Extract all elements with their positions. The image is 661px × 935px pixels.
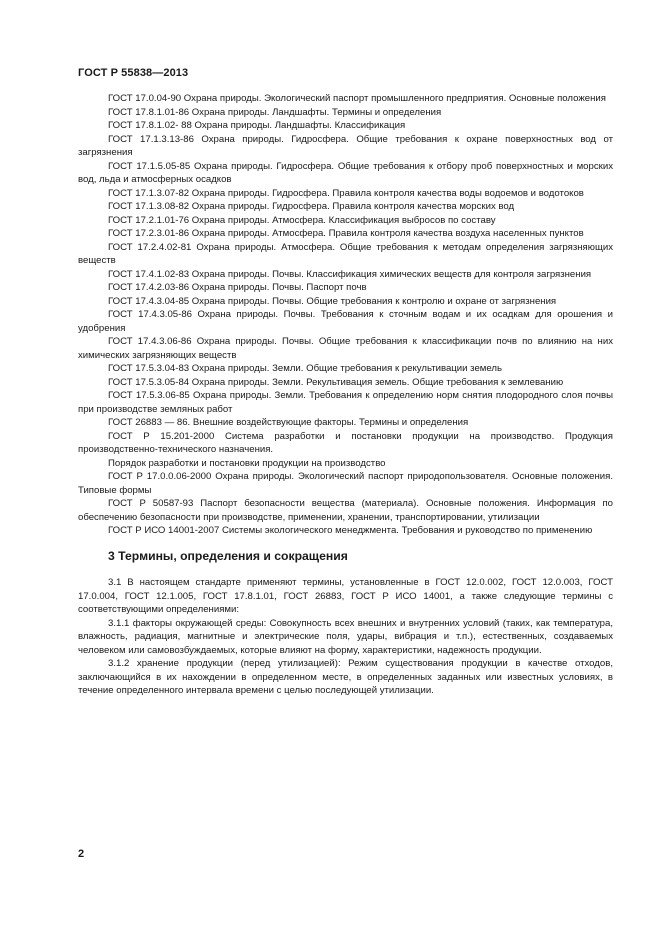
reference-item: ГОСТ 26883 — 86. Внешние воздействующие факторы. Термины и определения xyxy=(108,417,469,428)
reference-item: ГОСТ 17.2.3.01-86 Охрана природы. Атмосфера. Правила контроля качества воздуха населенных пунктов xyxy=(108,228,584,239)
reference-item: ГОСТ Р 15.201-2000 Система разработки и постановки продукции на производство. Продукция производственно-технического назначения. xyxy=(78,430,613,455)
term-paragraph: 3.1.1 факторы окружающей среды: Совокупность всех внешних и внутренних условий (таких, как температура, влажность, радиация, магнитные и электрические поля, удары, вибрация и т.п.), естественных, создаваемых человеком или самовозбуждаемых, которые влияют на форму, характеристики, надежность продукции. xyxy=(78,617,613,656)
reference-item: ГОСТ 17.1.3.13-86 Охрана природы. Гидросфера. Общие требования к охране поверхностных вод от загрязнения xyxy=(78,133,613,158)
reference-item: ГОСТ 17.1.3.08-82 Охрана природы. Гидросфера. Правила контроля качества морских вод xyxy=(108,201,515,212)
page-content xyxy=(78,92,613,698)
section-title: 3 Термины, определения и сокращения xyxy=(108,548,348,563)
term-paragraph: 3.1.2 хранение продукции (перед утилизацией): Режим существования продукции в качестве отходов, заключающийся в их нахождении в определенном месте, в определенных заданных или известных условиях, в течение определенного интервала времени с целью последующей утилизации. xyxy=(78,658,613,696)
reference-item: ГОСТ Р ИСО 14001-2007 Системы экологического менеджмента. Требования и руководство по применению xyxy=(108,525,593,536)
section-body xyxy=(78,576,613,698)
reference-item: ГОСТ 17.8.1.01-86 Охрана природы. Ландшафты. Термины и определения xyxy=(108,106,442,118)
reference-item: ГОСТ 17.4.3.04-85 Охрана природы. Почвы. Общие требования к контролю и охране от загрязнения xyxy=(108,295,557,307)
reference-item: ГОСТ 17.5.3.04-83 Охрана природы. Земли. Общие требования к рекультивации земель xyxy=(108,363,503,374)
reference-item: ГОСТ 17.5.3.05-84 Охрана природы. Земли. Рекультивация земель. Общие требования к землеванию xyxy=(108,376,564,388)
reference-item: ГОСТ Р 17.0.0.06-2000 Охрана природы. Экологический паспорт природопользователя. Основные положения. Типовые формы xyxy=(78,471,613,496)
reference-item: ГОСТ 17.1.3.07-82 Охрана природы. Гидросфера. Правила контроля качества воды водоемов и водотоков xyxy=(108,187,584,199)
document-header: ГОСТ Р 55838—2013 xyxy=(78,67,189,79)
reference-item: ГОСТ 17.2.1.01-76 Охрана природы. Атмосфера. Классификация выбросов по составу xyxy=(108,214,496,226)
reference-list xyxy=(78,92,613,538)
reference-item: ГОСТ 17.4.2.03-86 Охрана природы. Почвы. Паспорт почв xyxy=(108,282,367,293)
reference-item: ГОСТ 17.5.3.06-85 Охрана природы. Земли. Требования к определению норм снятия плодородного слоя почвы при производстве земляных работ xyxy=(78,390,613,415)
reference-item: ГОСТ 17.2.4.02-81 Охрана природы. Атмосфера. Общие требования к методам определения загрязняющих веществ xyxy=(78,241,613,266)
page-number: 2 xyxy=(78,848,85,860)
reference-item: ГОСТ 17.4.3.06-86 Охрана природы. Почвы. Общие требования к классификации почв по влиянию на них химических загрязняющих веществ xyxy=(78,336,613,361)
reference-item: ГОСТ 17.4.1.02-83 Охрана природы. Почвы. Классификация химических веществ для контроля загрязнения xyxy=(108,268,592,280)
reference-item: ГОСТ 17.1.5.05-85 Охрана природы. Гидросфера. Общие требования к отбору проб поверхностных и морских вод, льда и атмосферных осадков xyxy=(78,160,613,185)
reference-item: ГОСТ 17.4.3.05-86 Охрана природы. Почвы. Требования к сточным водам и их осадкам для орошения и удобрения xyxy=(78,309,613,334)
term-paragraph: 3.1 В настоящем стандарте применяют термины, установленные в ГОСТ 12.0.002, ГОСТ 12.0.003, ГОСТ 17.0.004, ГОСТ 12.1.005, ГОСТ 17.8.1.01, ГОСТ 26883, ГОСТ Р ИСО 14001, а также следующие термины с соответствующими определениями: xyxy=(78,577,613,615)
reference-item: ГОСТ Р 50587-93 Паспорт безопасности вещества (материала). Основные положения. Информация по обеспечению безопасности при производстве, применении, хранении, транспортировании, утилизации xyxy=(78,498,613,523)
reference-item: Порядок разработки и постановки продукции на производство xyxy=(108,457,386,469)
reference-item: ГОСТ 17.8.1.02- 88 Охрана природы. Ландшафты. Классификация xyxy=(108,120,406,131)
reference-item: ГОСТ 17.0.04-90 Охрана природы. Экологический паспорт промышленного предприятия. Основные положения xyxy=(108,93,606,104)
